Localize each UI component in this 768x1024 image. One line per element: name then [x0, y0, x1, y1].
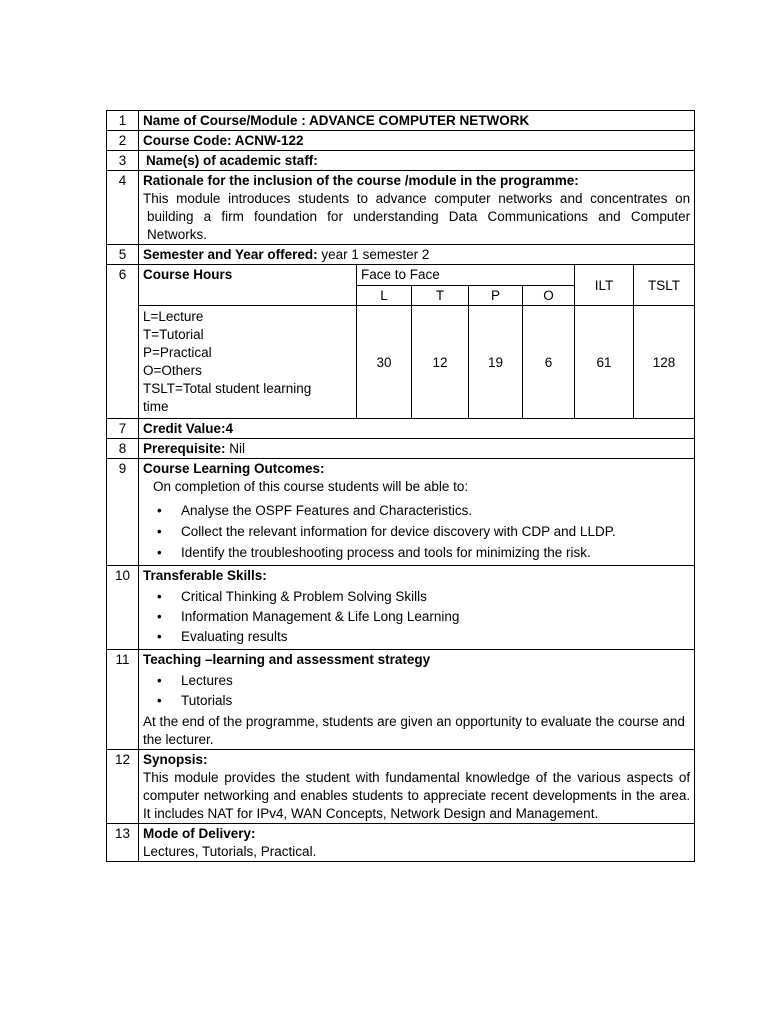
table-row: [107, 750, 695, 824]
teaching-strategy-list: [143, 671, 690, 711]
table-row: [107, 131, 695, 151]
prerequisite-value: Nil: [225, 441, 246, 456]
transferable-skills-label: Transferable Skills:: [143, 568, 267, 583]
legend-item: P=Practical: [143, 345, 212, 360]
row-number: 12: [107, 750, 139, 824]
teaching-strategy-label: Teaching –learning and assessment strategy: [143, 652, 431, 667]
value-o: 6: [523, 306, 575, 419]
semester-value: year 1 semester 2: [317, 247, 430, 262]
prerequisite-cell: [139, 439, 695, 459]
table-row: [107, 151, 695, 171]
row-number: 3: [107, 151, 139, 171]
table-row: [107, 419, 695, 439]
row-number: 13: [107, 824, 139, 862]
list-item: • Collect the relevant information for device discovery with CDP and LLDP.: [143, 521, 690, 542]
learning-outcomes-label: Course Learning Outcomes:: [143, 461, 325, 476]
table-row: [107, 459, 695, 566]
rationale-text-line3: Networks.: [147, 227, 208, 242]
row-number: 7: [107, 419, 139, 439]
semester-label: Semester and Year offered:: [143, 247, 318, 262]
learning-outcomes-cell: [139, 459, 695, 566]
transferable-skills-list: [143, 587, 690, 647]
row-number: 9: [107, 459, 139, 566]
row-number: 10: [107, 566, 139, 650]
table-row: [107, 111, 695, 131]
credit-value-cell: [139, 419, 695, 439]
learning-outcomes-list: [143, 500, 690, 563]
row-number: 2: [107, 131, 139, 151]
list-item: • Identify the troubleshooting process and tools for minimizing the risk.: [143, 542, 690, 563]
teaching-strategy-cell: [139, 650, 695, 750]
rationale-text-line2: building a firm foundation for understanding Data Communications and Computer: [147, 209, 691, 224]
row-number: 5: [107, 245, 139, 265]
table-row: [107, 245, 695, 265]
table-row: [107, 171, 695, 245]
table-row: [107, 566, 695, 650]
value-ilt: 61: [575, 306, 634, 419]
synopsis-cell: [139, 750, 695, 824]
course-name: Name of Course/Module : ADVANCE COMPUTER NETWORK: [139, 111, 695, 131]
synopsis-text: This module provides the student with fundamental knowledge of the various aspects of computer networking and enables students to appreciate recent developments in the area. It includes NAT for IPv4, WAN Concepts, Network Design and Management.: [143, 770, 691, 821]
row-number: 6: [107, 265, 139, 419]
list-item: • Analyse the OSPF Features and Characteristics.: [143, 500, 690, 521]
face-to-face-header: Face to Face: [357, 265, 575, 286]
mode-of-delivery-label: Mode of Delivery:: [143, 826, 256, 841]
col-l-header: L: [357, 286, 412, 306]
col-o-header: O: [523, 286, 575, 306]
legend-item: TSLT=Total student learning: [143, 381, 312, 396]
teaching-strategy-text: At the end of the programme, students are given an opportunity to evaluate the course and the lecturer.: [143, 714, 685, 747]
course-info-table: [106, 110, 695, 862]
value-tslt: 128: [634, 306, 695, 419]
row-number: 1: [107, 111, 139, 131]
rationale-cell: [139, 171, 695, 245]
table-row: [107, 265, 695, 286]
prerequisite-label: Prerequisite:: [143, 441, 226, 456]
academic-staff-label: Name(s) of academic staff:: [139, 151, 695, 171]
synopsis-label: Synopsis:: [143, 752, 208, 767]
col-t-header: T: [412, 286, 469, 306]
legend-item: T=Tutorial: [143, 327, 204, 342]
course-hours-label: Course Hours: [139, 265, 357, 306]
table-row: [107, 306, 695, 419]
course-code: Course Code: ACNW-122: [139, 131, 695, 151]
value-p: 19: [469, 306, 523, 419]
learning-outcomes-intro: On completion of this course students will be able to:: [153, 479, 469, 494]
credit-value: 4: [225, 421, 234, 436]
value-t: 12: [412, 306, 469, 419]
list-item: • Evaluating results: [143, 627, 690, 647]
credit-value-label: Credit Value:: [143, 421, 226, 436]
rationale-text-line1: This module introduces students to advance computer networks and concentrates on: [143, 191, 691, 206]
semester-cell: [139, 245, 695, 265]
table-row: [107, 824, 695, 862]
row-number: 8: [107, 439, 139, 459]
legend-item: time: [143, 399, 169, 414]
table-row: [107, 439, 695, 459]
col-p-header: P: [469, 286, 523, 306]
row-number: 11: [107, 650, 139, 750]
transferable-skills-cell: [139, 566, 695, 650]
list-item: • Critical Thinking & Problem Solving Skills: [143, 587, 690, 607]
rationale-label: Rationale for the inclusion of the course /module in the programme:: [143, 173, 579, 188]
table-row: [107, 650, 695, 750]
ilt-header: ILT: [575, 265, 634, 306]
hours-legend: [139, 306, 357, 419]
row-number: 4: [107, 171, 139, 245]
list-item: • Tutorials: [143, 691, 690, 711]
legend-item: L=Lecture: [143, 309, 204, 324]
list-item: • Information Management & Life Long Learning: [143, 607, 690, 627]
list-item: • Lectures: [143, 671, 690, 691]
legend-item: O=Others: [143, 363, 202, 378]
tslt-header: TSLT: [634, 265, 695, 306]
mode-of-delivery-cell: [139, 824, 695, 862]
value-l: 30: [357, 306, 412, 419]
mode-of-delivery-text: Lectures, Tutorials, Practical.: [143, 844, 317, 859]
